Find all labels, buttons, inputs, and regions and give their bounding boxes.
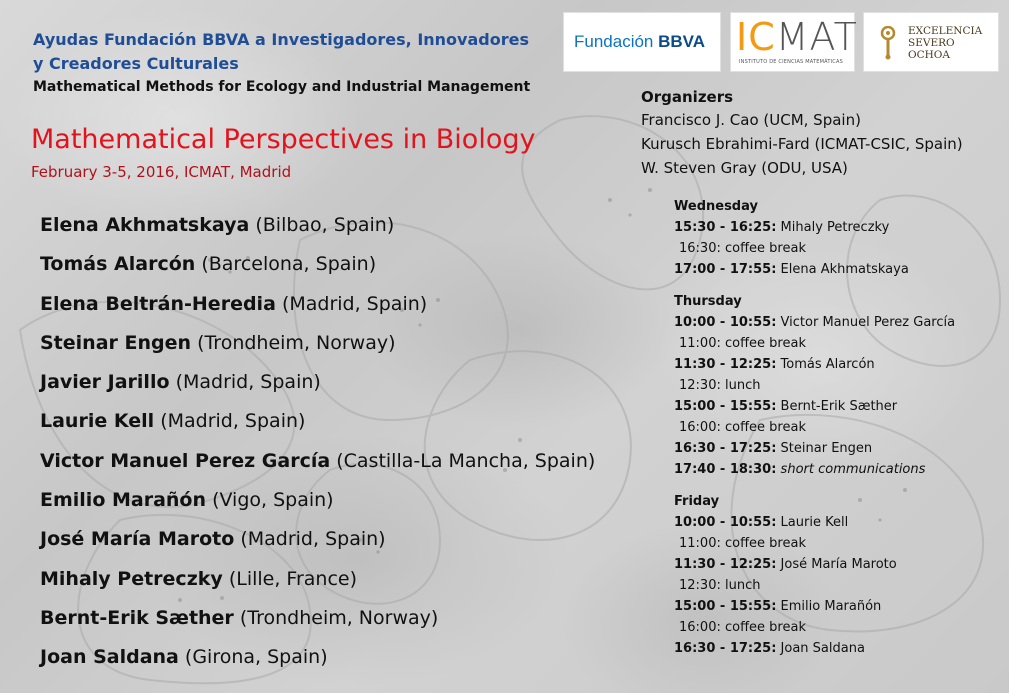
event-title: Mathematical Perspectives in Biology xyxy=(31,124,536,155)
fundacion-bbva-logo xyxy=(563,12,721,72)
day-spacer xyxy=(674,480,955,492)
speaker-name: Elena Beltrán-Heredia xyxy=(40,292,276,315)
severo-line-1: EXCELENCIA xyxy=(908,25,983,37)
severo-ochoa-emblem-icon xyxy=(878,26,898,60)
schedule-slot xyxy=(674,312,955,333)
list-item xyxy=(40,285,595,324)
severo-line-2: SEVERO xyxy=(908,37,955,49)
schedule-slot xyxy=(674,617,955,638)
slot-description: 12:30: lunch xyxy=(679,378,761,393)
speaker-name: José María Maroto xyxy=(40,528,235,551)
slot-description: Laurie Kell xyxy=(776,515,849,530)
day-spacer xyxy=(674,280,955,292)
funding-header xyxy=(33,28,573,97)
speaker-affiliation: (Girona, Spain) xyxy=(184,646,328,669)
slot-description: 12:30: lunch xyxy=(679,578,761,593)
schedule-day-heading: Friday xyxy=(674,494,720,509)
speaker-list xyxy=(40,206,595,678)
slot-description: 16:30: coffee break xyxy=(679,241,806,256)
slot-description: 11:00: coffee break xyxy=(679,536,806,551)
speaker-affiliation: (Lille, France) xyxy=(228,567,358,590)
slot-description: Victor Manuel Perez García xyxy=(776,315,956,330)
schedule-day-heading: Wednesday xyxy=(674,199,758,214)
schedule-slot xyxy=(674,554,955,575)
schedule-slot xyxy=(674,638,955,659)
bbva-logo-bold: BBVA xyxy=(658,32,706,51)
icmat-logo-mat: MAT xyxy=(775,15,858,59)
speaker-name: Bernt-Erik Sæther xyxy=(40,606,234,629)
slot-description: Emilio Marañón xyxy=(776,599,882,614)
slot-description: Joan Saldana xyxy=(776,641,865,656)
list-item xyxy=(40,206,595,245)
organizer-entry: Francisco J. Cao (UCM, Spain) xyxy=(641,111,861,129)
funding-line-2: y Creadores Culturales xyxy=(33,54,239,73)
slot-time: 15:30 - 16:25: xyxy=(674,220,777,235)
schedule-slot xyxy=(674,354,955,375)
event-date: February 3-5, 2016, ICMAT, Madrid xyxy=(31,163,292,181)
schedule-slot xyxy=(674,438,955,459)
funding-line-1: Ayudas Fundación BBVA a Investigadores, Innovadores xyxy=(33,30,529,49)
icmat-logo xyxy=(730,12,858,72)
schedule-slot xyxy=(674,217,955,238)
organizers-heading: Organizers xyxy=(641,88,734,106)
schedule-slot xyxy=(674,459,955,480)
icmat-logo-ic: IC xyxy=(736,15,776,59)
schedule-slot xyxy=(674,333,955,354)
speaker-affiliation: (Trondheim, Norway) xyxy=(239,606,439,629)
speaker-affiliation: (Bilbao, Spain) xyxy=(255,214,395,236)
speaker-name: Joan Saldana xyxy=(40,646,179,669)
slot-description: Elena Akhmatskaya xyxy=(776,262,909,277)
list-item xyxy=(40,599,595,638)
schedule-slot xyxy=(674,512,955,533)
speaker-affiliation: (Madrid, Spain) xyxy=(175,371,321,394)
organizer-entry: W. Steven Gray (ODU, USA) xyxy=(641,159,848,177)
list-item xyxy=(40,324,595,363)
slot-description: 16:00: coffee break xyxy=(679,620,806,635)
slot-description: 16:00: coffee break xyxy=(679,420,806,435)
speaker-affiliation: (Vigo, Spain) xyxy=(212,489,334,512)
speaker-affiliation: (Barcelona, Spain) xyxy=(201,253,377,276)
speaker-name: Emilio Marañón xyxy=(40,489,207,512)
bbva-logo-text: Fundación xyxy=(574,32,654,51)
list-item xyxy=(40,520,595,559)
slot-description: José María Maroto xyxy=(776,557,897,572)
slot-time: 17:00 - 17:55: xyxy=(674,262,777,277)
speaker-affiliation: (Madrid, Spain) xyxy=(160,410,306,433)
slot-description: short communications xyxy=(776,462,926,477)
schedule-slot xyxy=(674,575,955,596)
schedule-slot xyxy=(674,417,955,438)
slot-time: 15:00 - 15:55: xyxy=(674,399,777,414)
speaker-name: Laurie Kell xyxy=(40,410,155,433)
list-item xyxy=(40,481,595,520)
slot-time: 10:00 - 10:55: xyxy=(674,315,777,330)
speaker-affiliation: (Trondheim, Norway) xyxy=(197,331,396,354)
speaker-name: Elena Akhmatskaya xyxy=(40,214,250,236)
severo-line-3: OCHOA xyxy=(908,49,950,61)
list-item xyxy=(40,402,595,441)
list-item xyxy=(40,638,595,677)
slot-description: 11:00: coffee break xyxy=(679,336,806,351)
organizers-block xyxy=(641,86,963,180)
schedule-slot xyxy=(674,596,955,617)
severo-ochoa-logo xyxy=(863,12,999,72)
list-item xyxy=(40,245,595,284)
speaker-affiliation: (Madrid, Spain) xyxy=(240,528,386,551)
schedule-slot xyxy=(674,259,955,280)
organizer-entry: Kurusch Ebrahimi-Fard (ICMAT-CSIC, Spain) xyxy=(641,135,963,153)
slot-time: 16:30 - 17:25: xyxy=(674,441,777,456)
speaker-name: Javier Jarillo xyxy=(40,371,170,394)
speaker-affiliation: (Madrid, Spain) xyxy=(281,292,428,315)
slot-time: 15:00 - 15:55: xyxy=(674,599,777,614)
speaker-affiliation: (Castilla-La Mancha, Spain) xyxy=(336,449,596,472)
list-item xyxy=(40,363,595,402)
slot-description: Steinar Engen xyxy=(776,441,873,456)
slot-time: 11:30 - 12:25: xyxy=(674,357,777,372)
schedule-slot xyxy=(674,238,955,259)
icmat-logo-subtitle: INSTITUTO DE CIENCIAS MATEMÁTICAS xyxy=(739,59,843,65)
speaker-name: Victor Manuel Perez García xyxy=(40,449,331,472)
slot-time: 17:40 - 18:30: xyxy=(674,462,777,477)
slot-description: Tomás Alarcón xyxy=(776,357,875,372)
list-item xyxy=(40,560,595,599)
slot-time: 11:30 - 12:25: xyxy=(674,557,777,572)
schedule-block xyxy=(674,197,955,659)
slot-description: Mihaly Petreczky xyxy=(776,220,890,235)
schedule-slot xyxy=(674,396,955,417)
project-title: Mathematical Methods for Ecology and Industrial Management xyxy=(33,79,531,95)
list-item xyxy=(40,442,595,481)
speaker-name: Tomás Alarcón xyxy=(40,253,196,276)
schedule-day-heading: Thursday xyxy=(674,294,742,309)
schedule-slot xyxy=(674,375,955,396)
schedule-slot xyxy=(674,533,955,554)
speaker-name: Steinar Engen xyxy=(40,331,192,354)
slot-description: Bernt-Erik Sæther xyxy=(776,399,898,414)
speaker-name: Mihaly Petreczky xyxy=(40,567,223,590)
slot-time: 16:30 - 17:25: xyxy=(674,641,777,656)
slot-time: 10:00 - 10:55: xyxy=(674,515,777,530)
